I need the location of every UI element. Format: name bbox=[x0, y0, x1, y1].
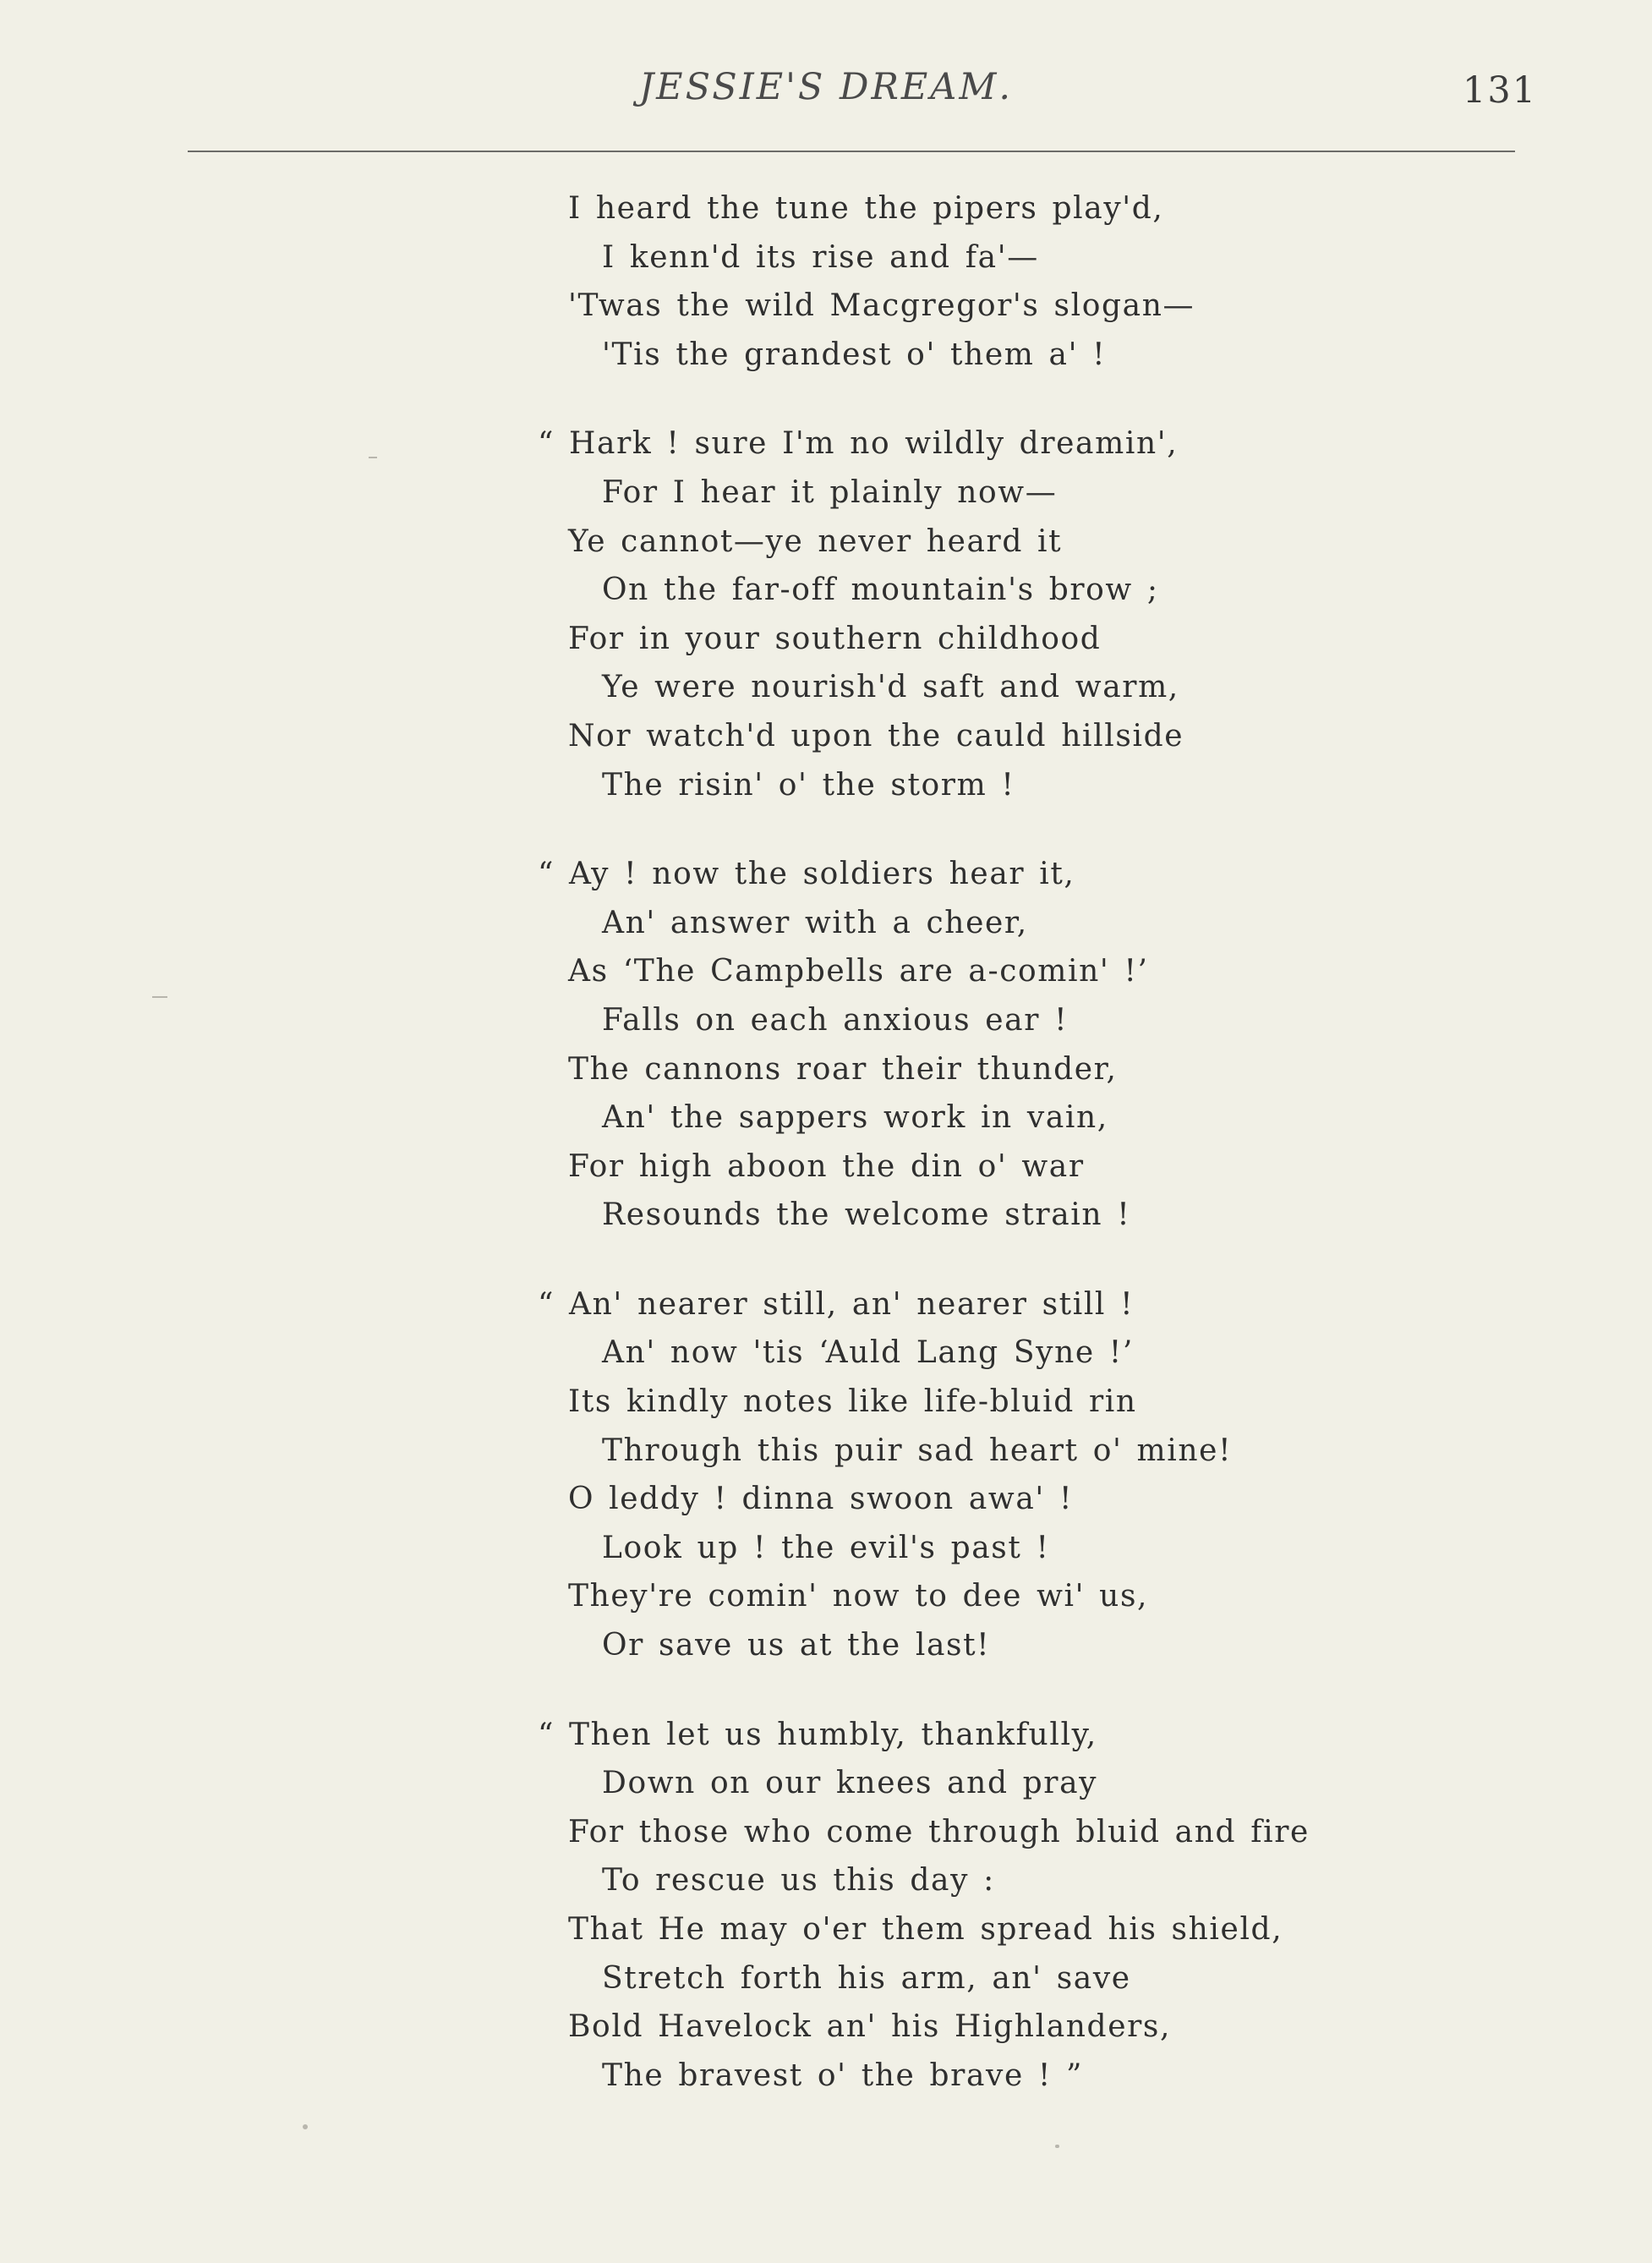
poem-line: 'Twas the wild Macgregor's slogan— bbox=[568, 288, 1195, 324]
poem-line: O leddy ! dinna swoon awa' ! bbox=[568, 1482, 1074, 1517]
paper-speck bbox=[1055, 2145, 1059, 2148]
poem-line: An' now 'tis ‘Auld Lang Syne !’ bbox=[602, 1335, 1134, 1371]
poem-line: An' the sappers work in vain, bbox=[602, 1100, 1108, 1136]
poem-line: Or save us at the last! bbox=[602, 1628, 991, 1663]
poem-line: Stretch forth his arm, an' save bbox=[602, 1960, 1131, 1996]
poem-line: For those who come through bluid and fire bbox=[568, 1814, 1310, 1849]
poem-line: As ‘The Campbells are a-comin' !’ bbox=[568, 954, 1149, 989]
poem-line: Ye were nourish'd saft and warm, bbox=[602, 670, 1179, 705]
running-header-title: JESSIE'S DREAM. bbox=[638, 66, 1014, 108]
poem-line: Look up ! the evil's past ! bbox=[602, 1530, 1050, 1565]
poem-line: 'Tis the grandest o' them a' ! bbox=[602, 337, 1107, 372]
stanza-4 bbox=[538, 1280, 1583, 1670]
poem-line: For I hear it plainly now— bbox=[602, 474, 1058, 510]
poem-line: To rescue us this day : bbox=[602, 1863, 995, 1899]
poem-line: For in your southern childhood bbox=[568, 621, 1102, 656]
poem-line: They're comin' now to dee wi' us, bbox=[568, 1579, 1149, 1614]
poem-line: On the far-off mountain's brow ; bbox=[602, 573, 1159, 608]
poem-line: Falls on each anxious ear ! bbox=[602, 1002, 1069, 1038]
poem-line: For high aboon the din o' war bbox=[568, 1148, 1085, 1184]
poem-line: The cannons roar their thunder, bbox=[568, 1051, 1118, 1087]
poem-line: The bravest o' the brave ! ” bbox=[602, 2058, 1084, 2093]
poem-line: Its kindly notes like life-bluid rin bbox=[568, 1384, 1137, 1420]
stanza-3 bbox=[538, 850, 1583, 1240]
poem-line: Nor watch'd upon the cauld hillside bbox=[568, 718, 1184, 753]
poem-line: Down on our knees and pray bbox=[602, 1766, 1098, 1801]
header-rule bbox=[188, 151, 1515, 152]
poem-line: “ An' nearer still, an' nearer still ! bbox=[538, 1286, 1135, 1322]
paper-speck bbox=[152, 996, 167, 998]
poem-line: The risin' o' the storm ! bbox=[602, 767, 1015, 803]
poem-line: Bold Havelock an' his Highlanders, bbox=[568, 2009, 1172, 2045]
paper-speck bbox=[303, 2124, 308, 2129]
poem-line: “ Then let us humbly, thankfully, bbox=[538, 1717, 1097, 1752]
stanza-1 bbox=[568, 184, 1583, 379]
poem-line: I kenn'd its rise and fa'— bbox=[602, 239, 1039, 275]
poem-line: I heard the tune the pipers play'd, bbox=[568, 191, 1164, 226]
poem-line: That He may o'er them spread his shield, bbox=[568, 1912, 1283, 1947]
poem-line: Resounds the welcome strain ! bbox=[602, 1197, 1131, 1233]
stanza-5 bbox=[538, 1711, 1583, 2101]
paper-speck bbox=[369, 457, 377, 458]
poem-line: “ Hark ! sure I'm no wildly dreamin', bbox=[538, 426, 1179, 462]
stanza-2 bbox=[538, 419, 1583, 809]
poem-line: “ Ay ! now the soldiers hear it, bbox=[538, 857, 1075, 892]
page-number: 131 bbox=[1463, 69, 1538, 112]
poem-line: An' answer with a cheer, bbox=[602, 905, 1028, 940]
poem-line: Ye cannot—ye never heard it bbox=[568, 523, 1063, 559]
poem-line: Through this puir sad heart o' mine! bbox=[602, 1433, 1233, 1468]
poem bbox=[538, 184, 1583, 2140]
